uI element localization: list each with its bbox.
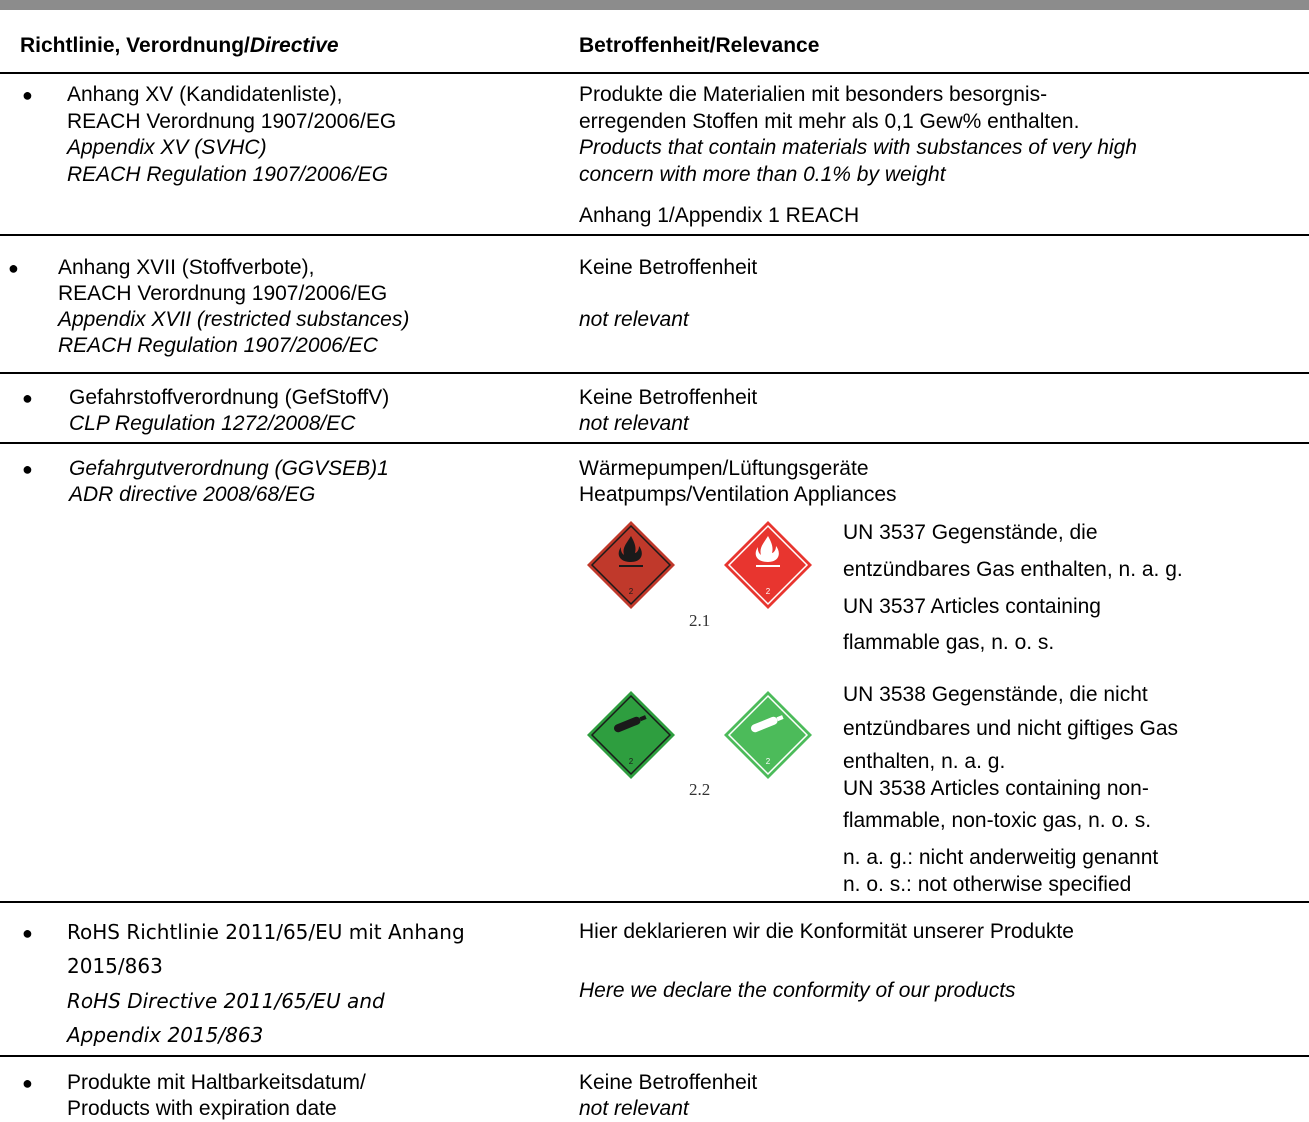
row6-right-de: Keine Betroffenheit (579, 1071, 758, 1094)
abbrev-note-de: n. a. g.: nicht anderweitig genannt (843, 846, 1159, 869)
row-divider (0, 234, 1309, 236)
class-22-de-2: entzündbares und nicht giftiges Gas (843, 717, 1179, 740)
row1-left-en-2: REACH Regulation 1907/2006/EG (67, 163, 389, 186)
row-divider (0, 1055, 1309, 1057)
row4-left-en: ADR directive 2008/68/EG (69, 483, 316, 506)
row3-right-en: not relevant (579, 412, 689, 435)
class-21-en-1: UN 3537 Articles containing (843, 595, 1101, 618)
class-21-de-2: entzündbares Gas enthalten, n. a. g. (843, 558, 1183, 581)
header-divider (0, 72, 1309, 74)
row1-right-annex: Anhang 1/Appendix 1 REACH (579, 204, 860, 227)
class-21-label: 2.1 (689, 611, 711, 630)
abbrev-note-en: n. o. s.: not otherwise specified (843, 873, 1132, 896)
sign-class-number: 2 (765, 757, 771, 766)
row5-right-de: Hier deklarieren wir die Konformität unserer Produkte (579, 920, 1074, 943)
row1-left-de-2: REACH Verordnung 1907/2006/EG (67, 110, 397, 133)
class-21-en-2: flammable gas, n. o. s. (843, 631, 1055, 654)
row1-right-en-1: Products that contain materials with substances of very high (579, 136, 1137, 159)
class-22-de-3: enthalten, n. a. g. (843, 750, 1006, 773)
header-col1-italic: Directive (249, 34, 339, 57)
compressed-gas-dark-icon (586, 690, 676, 780)
header-col1 (20, 34, 339, 58)
row6-left-2: Products with expiration date (67, 1097, 337, 1120)
class-22-en-1: UN 3538 Articles containing non- (843, 777, 1149, 800)
row6-bullet: ● (22, 1073, 33, 1093)
sign-class-number: 2 (765, 587, 771, 596)
row3-left-en: CLP Regulation 1272/2008/EC (69, 412, 356, 435)
row5-bullet: ● (22, 923, 33, 943)
header-col2: Betroffenheit/Relevance (579, 34, 820, 57)
flammable-gas-dark-icon (586, 520, 676, 610)
row2-left-en-1: Appendix XVII (restricted substances) (58, 308, 410, 331)
class-22-label: 2.2 (689, 780, 711, 799)
top-bar (0, 0, 1309, 10)
row1-right-de-2: erregenden Stoffen mit mehr als 0,1 Gew% enthalten. (579, 110, 1080, 133)
flammable-gas-light-icon (723, 520, 813, 610)
row5-left-de-2: 2015/863 (67, 954, 163, 978)
row1-right-de-1: Produkte die Materialien mit besonders besorgnis- (579, 83, 1048, 106)
row6-right-en: not relevant (579, 1097, 689, 1120)
row-divider (0, 901, 1309, 903)
sign-class-number: 2 (628, 587, 634, 596)
row2-left-de-2: REACH Verordnung 1907/2006/EG (58, 282, 388, 305)
row4-right-en: Heatpumps/Ventilation Appliances (579, 483, 897, 506)
row2-right-de: Keine Betroffenheit (579, 256, 758, 279)
row2-right-en: not relevant (579, 308, 689, 331)
row3-right-de: Keine Betroffenheit (579, 386, 758, 409)
row6-left-1: Produkte mit Haltbarkeitsdatum/ (67, 1071, 366, 1094)
row2-left-en-2: REACH Regulation 1907/2006/EC (58, 334, 378, 357)
row3-bullet: ● (22, 388, 33, 408)
class-22-de-1: UN 3538 Gegenstände, die nicht (843, 683, 1148, 706)
row4-bullet: ● (22, 459, 33, 479)
row5-left-en-1: RoHS Directive 2011/65/EU and (67, 989, 385, 1013)
row5-right-en: Here we declare the conformity of our products (579, 979, 1016, 1002)
row1-left-de-1: Anhang XV (Kandidatenliste), (67, 83, 343, 106)
row-divider (0, 442, 1309, 444)
compressed-gas-light-icon (723, 690, 813, 780)
sign-class-number: 2 (628, 757, 634, 766)
row5-left-en-2: Appendix 2015/863 (67, 1023, 264, 1047)
row5-left-de-1: RoHS Richtlinie 2011/65/EU mit Anhang (67, 920, 465, 944)
header-col1-normal: Richtlinie, Verordnung/ (20, 34, 250, 57)
row-divider (0, 372, 1309, 374)
row1-right-en-2: concern with more than 0.1% by weight (579, 163, 946, 186)
row3-left-de: Gefahrstoffverordnung (GefStoffV) (69, 386, 390, 409)
class-21-de-1: UN 3537 Gegenstände, die (843, 521, 1098, 544)
row4-right-de: Wärmepumpen/Lüftungsgeräte (579, 457, 869, 480)
row4-left-de: Gefahrgutverordnung (GGVSEB)1 (69, 457, 389, 480)
row2-left-de-1: Anhang XVII (Stoffverbote), (58, 256, 315, 279)
class-22-en-2: flammable, non-toxic gas, n. o. s. (843, 809, 1152, 832)
row1-bullet: ● (22, 85, 33, 105)
row2-bullet: ● (8, 258, 19, 278)
row1-left-en-1: Appendix XV (SVHC) (67, 136, 267, 159)
